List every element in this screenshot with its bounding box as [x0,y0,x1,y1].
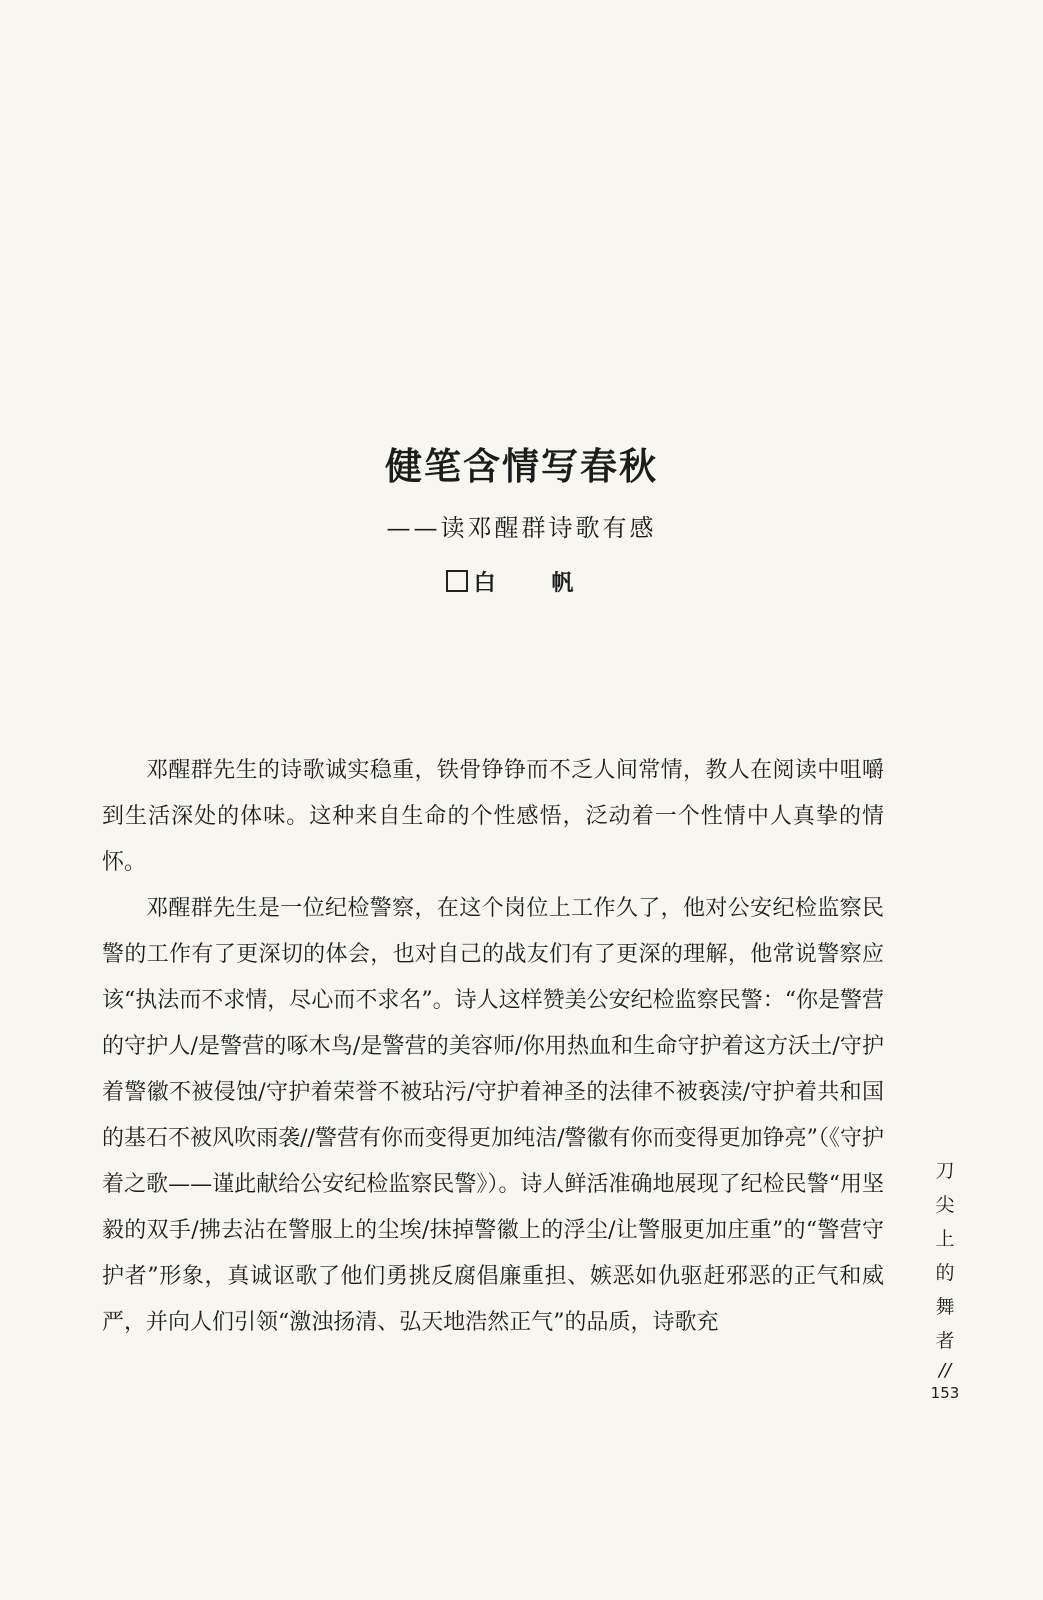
running-head-char: 舞 [935,1296,955,1318]
article-body [102,748,884,1346]
page-number: 153 [930,1384,960,1402]
running-head-char: 刀 [935,1160,955,1182]
running-head-char: 上 [935,1228,955,1250]
article-title: 健笔含情写春秋 [385,444,658,488]
running-head [930,1154,960,1404]
article-author [0,568,1043,598]
article-subtitle: ——读邓醒群诗歌有感 [386,514,657,542]
paragraph: 邓醒群先生的诗歌诚实稳重，铁骨铮铮而不乏人间常情，教人在阅读中咀嚼到生活深处的体味。这种来自生命的个性感悟，泛动着一个性情中人真挚的情怀。 [102,758,884,875]
running-head-char: 的 [935,1262,955,1284]
running-head-char: 尖 [935,1194,955,1216]
paragraph: 邓醒群先生是一位纪检警察，在这个岗位上工作久了，他对公安纪检监察民警的工作有了更深切的体会，也对自己的战友们有了更深的理解，他常说警察应该“执法而不求情，尽心而不求名”。诗人这样赞美公安纪检监察民警：“你是警营的守护人/是警营的啄木鸟/是警营的美容师/你用热血和生命守护着这方沃土/守护着警徽不被侵蚀/守护着荣誉不被玷污/守护着神圣的法律不被亵渎/守护着共和国的基石不被风吹雨袭//警营有你而变得更加纯洁/警徽有你而变得更加铮亮”（《守护着之歌——谨此献给公安纪检监察民警》）。诗人鲜活准确地展现了纪检民警“用坚毅的双手/拂去沾在警服上的尘埃/抹掉警徽上的浮尘/让警服更加庄重”的“警营守护者”形象，真诚讴歌了他们勇挑反腐倡廉重担、嫉恶如仇驱赶邪恶的正气和威严，并向人们引领“激浊扬清、弘天地浩然正气”的品质，诗歌充 [102,896,884,1335]
author-name: 白 帆 [473,570,598,596]
author-box-icon [446,570,468,592]
running-head-separator: // [938,1360,952,1381]
running-head-char: 者 [935,1330,955,1352]
